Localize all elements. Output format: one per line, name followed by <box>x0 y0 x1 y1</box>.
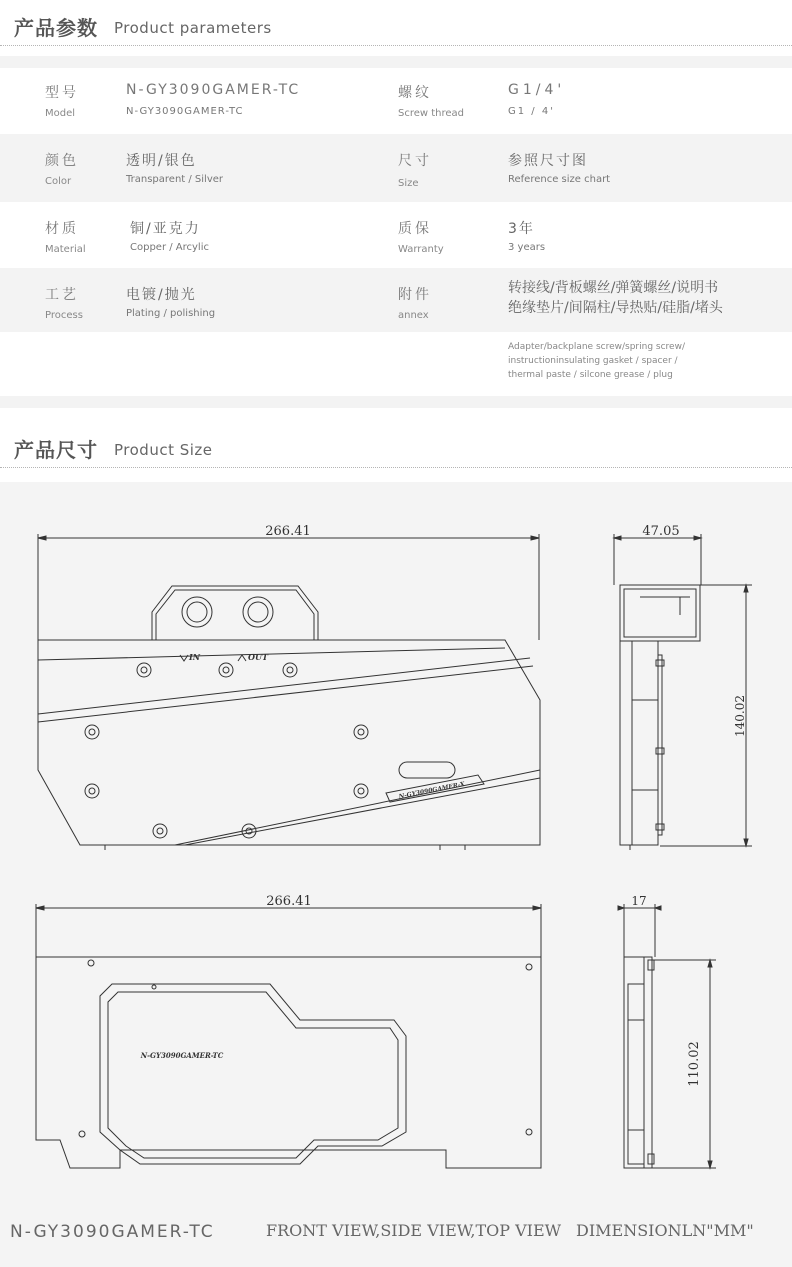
value-cn: G1/4' <box>508 82 566 98</box>
value-en: Plating / polishing <box>126 308 216 319</box>
front-model-label: N-GY3090GAMER-X <box>398 780 466 801</box>
section-title-cn: 产品尺寸 <box>14 438 98 462</box>
mount-hole <box>152 985 156 989</box>
value-en: Transparent / Silver <box>126 174 224 185</box>
mount-hole <box>79 1131 85 1137</box>
side-tab <box>656 824 664 830</box>
dim-back-side-height: 110.02 <box>687 1041 702 1087</box>
label-cn: 材质 <box>45 221 79 237</box>
side-tab <box>648 960 654 970</box>
value-en: G1 / 4' <box>508 106 555 117</box>
label-cn: 附件 <box>398 287 432 303</box>
label-en: Material <box>45 244 86 255</box>
side-view <box>614 534 752 850</box>
label-en: annex <box>398 310 429 321</box>
side-tab <box>656 748 664 754</box>
back-side-view <box>618 904 716 1168</box>
backplate-recess-inner <box>108 992 398 1158</box>
annex-cn-line: 转接线/背板螺丝/弹簧螺丝/说明书 <box>508 280 719 296</box>
label-cn: 尺寸 <box>398 153 432 169</box>
backplate-recess <box>100 984 406 1164</box>
dim-side-width: 47.05 <box>642 524 680 539</box>
annex-en-line: instructioninsulating gasket / spacer / <box>508 356 678 366</box>
value-cn: 电镀/抛光 <box>126 287 197 303</box>
section-title-en: Product parameters <box>114 19 272 37</box>
decor-stripe <box>175 770 540 845</box>
annex-en-line: thermal paste / silcone grease / plug <box>508 370 673 380</box>
annex-en-line: Adapter/backplane screw/spring screw/ <box>508 342 685 352</box>
label-en: Process <box>45 310 83 321</box>
logo-slot <box>399 762 455 778</box>
out-arrow-icon <box>238 655 246 661</box>
port-label-out: OUT <box>248 652 268 662</box>
port-hole-out <box>248 602 268 622</box>
annex-cn-line: 绝缘垫片/间隔柱/导热贴/硅脂/堵头 <box>508 300 723 316</box>
label-cn: 螺纹 <box>398 85 432 101</box>
value-en: Copper / Arcylic <box>130 242 209 253</box>
value-en: Reference size chart <box>508 174 611 185</box>
label-en: Color <box>45 176 72 187</box>
mount-hole <box>88 960 94 966</box>
backplate-thickness <box>624 957 644 1168</box>
port-hole-in <box>187 602 207 622</box>
terminal-block-inner <box>156 590 314 640</box>
backplate-side <box>620 641 632 845</box>
back-view <box>36 904 541 1168</box>
section-title-en: Product Size <box>114 441 213 459</box>
block-outline <box>38 640 540 845</box>
decor-stripe <box>38 666 533 722</box>
side-tab <box>648 1154 654 1164</box>
back-model-label: N-GY3090GAMER-TC <box>140 1051 224 1060</box>
footer-views: FRONT VIEW,SIDE VIEW,TOP VIEW <box>266 1221 562 1240</box>
value-cn: 参照尺寸图 <box>508 153 588 169</box>
terminal-side <box>620 585 700 641</box>
value-en: 3 years <box>508 242 546 253</box>
front-view <box>38 534 540 850</box>
standoff-side <box>644 957 652 1168</box>
backplate-outline <box>36 957 541 1168</box>
label-cn: 工艺 <box>45 287 79 303</box>
pcb-side <box>658 655 662 835</box>
label-en: Size <box>398 178 419 189</box>
value-en: N-GY3090GAMER-TC <box>126 106 244 117</box>
section-title-cn: 产品参数 <box>14 16 98 40</box>
dim-back-side-width: 17 <box>631 894 647 908</box>
label-en: Warranty <box>398 244 444 255</box>
port-label-in: IN <box>189 652 201 662</box>
value-cn: N-GY3090GAMER-TC <box>126 82 301 98</box>
label-en: Model <box>45 108 76 119</box>
mount-hole <box>526 1129 532 1135</box>
label-cn: 型号 <box>45 85 79 101</box>
value-cn: 透明/银色 <box>126 153 197 169</box>
dim-back-width: 266.41 <box>266 894 312 909</box>
label-cn: 质保 <box>398 221 432 237</box>
terminal-block <box>152 586 318 640</box>
body-edge <box>38 648 505 660</box>
mount-hole <box>526 964 532 970</box>
side-tab <box>656 660 664 666</box>
label-en: Screw thread <box>398 108 465 119</box>
dim-side-height: 140.02 <box>733 695 747 737</box>
footer-model: N-GY3090GAMER-TC <box>10 1222 215 1242</box>
backplate-recess-side <box>628 984 644 1164</box>
value-cn: 铜/亚克力 <box>130 221 201 237</box>
block-side <box>632 641 658 845</box>
footer-caption <box>0 1222 792 1252</box>
terminal-side-inner <box>624 589 696 637</box>
footer-units: DIMENSIONLN"MM" <box>576 1221 754 1240</box>
value-cn: 3年 <box>508 221 535 237</box>
label-cn: 颜色 <box>45 153 79 169</box>
dim-front-width: 266.41 <box>265 524 311 539</box>
